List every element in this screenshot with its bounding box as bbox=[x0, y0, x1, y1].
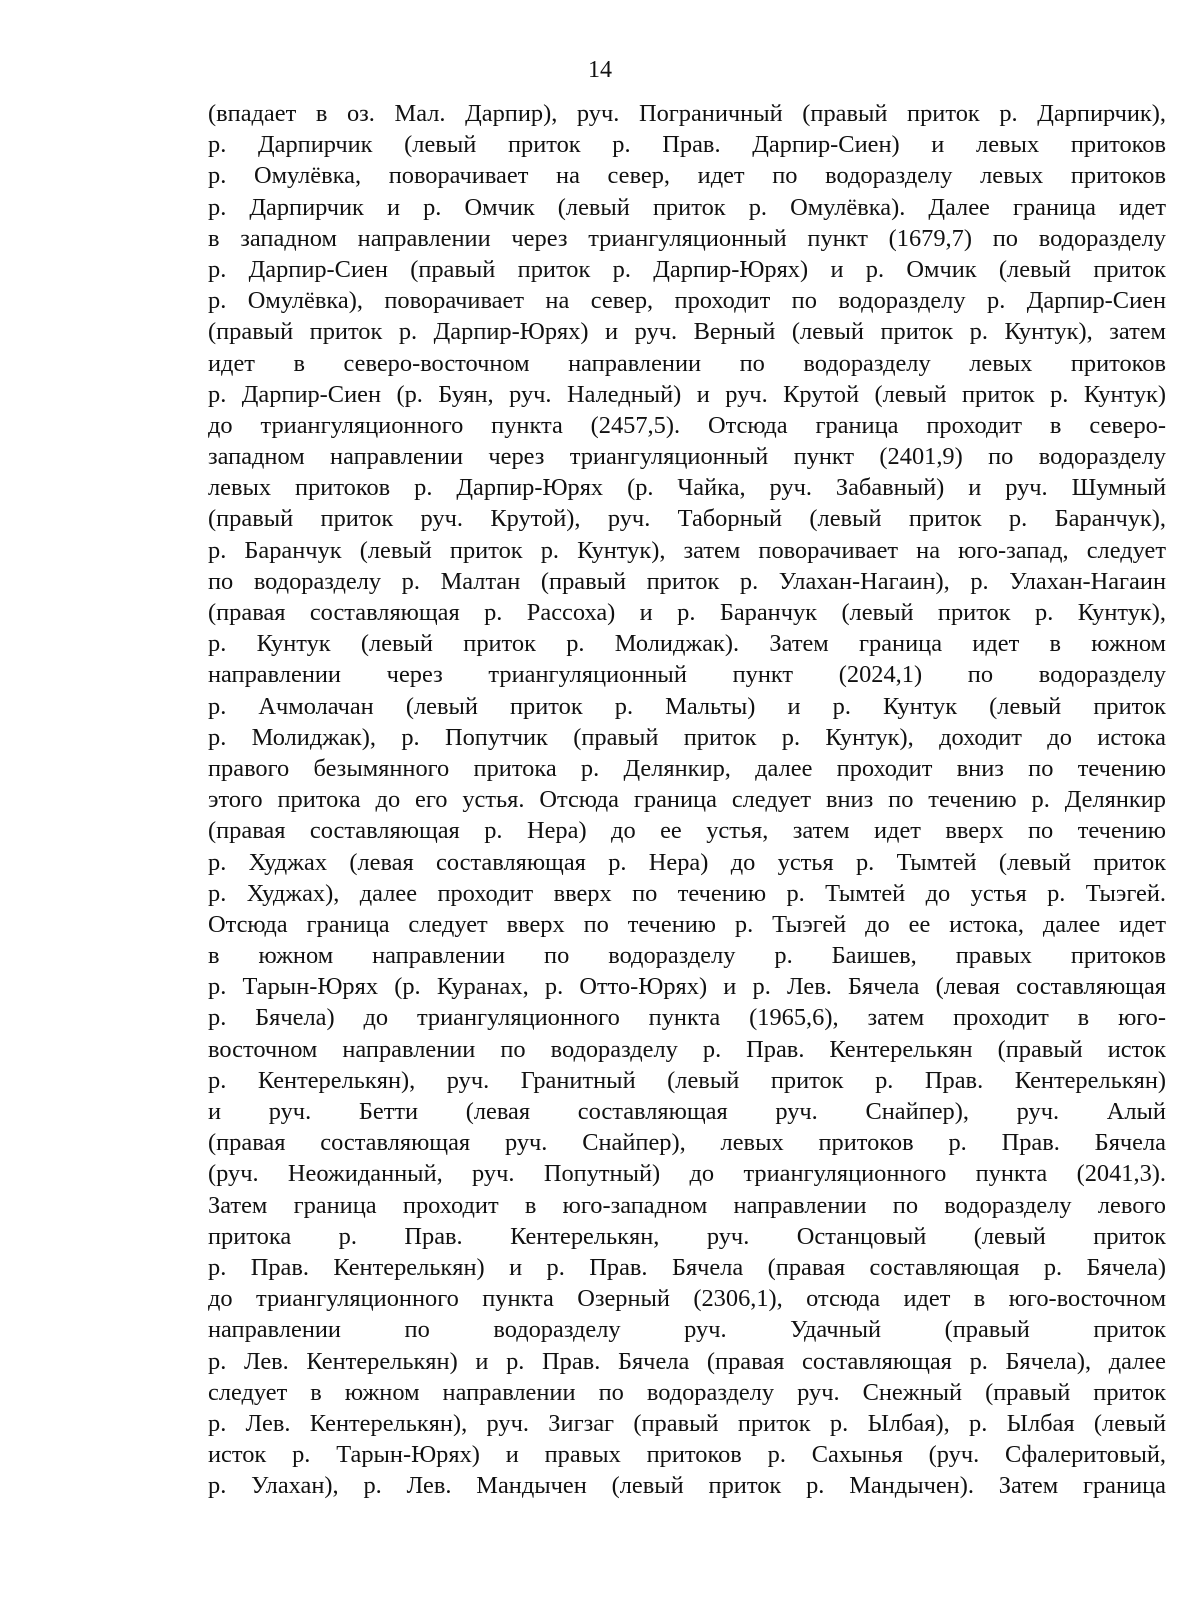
text-line: р. Дарпир-Сиен (правый приток р. Дарпир-Юрях) и р. Омчик (левый приток bbox=[208, 255, 1166, 283]
text-line: западном направлении через триангуляционный пункт (2401,9) по водоразделу bbox=[208, 443, 1166, 471]
text-line: р. Лев. Кентерелькян) и р. Прав. Бячела (правая составляющая р. Бячела), далее bbox=[208, 1347, 1166, 1375]
text-line: (правый приток р. Дарпир-Юрях) и руч. Верный (левый приток р. Кунтук), затем bbox=[208, 318, 1166, 346]
text-line: следует в южном направлении по водоразделу руч. Снежный (правый приток bbox=[208, 1378, 1166, 1406]
body-text bbox=[208, 98, 1166, 1501]
text-line: р. Дарпирчик и р. Омчик (левый приток р. Омулёвка). Далее граница идет bbox=[208, 193, 1166, 221]
text-line: до триангуляционного пункта (2457,5). Отсюда граница проходит в северо- bbox=[208, 411, 1166, 439]
text-line: и руч. Бетти (левая составляющая руч. Снайпер), руч. Алый bbox=[208, 1098, 1166, 1125]
text-line: р. Улахан), р. Лев. Мандычен (левый приток р. Мандычен). Затем граница bbox=[208, 1472, 1166, 1500]
text-line: р. Кентерелькян), руч. Гранитный (левый приток р. Прав. Кентерелькян) bbox=[208, 1066, 1166, 1094]
text-line: Затем граница проходит в юго-западном направлении по водоразделу левого bbox=[208, 1191, 1166, 1219]
text-line: направлении по водоразделу руч. Удачный (правый приток bbox=[208, 1316, 1166, 1344]
text-line: левых притоков р. Дарпир-Юрях (р. Чайка, руч. Забавный) и руч. Шумный bbox=[208, 474, 1166, 502]
text-line: р. Тарын-Юрях (р. Куранах, р. Отто-Юрях) и р. Лев. Бячела (левая составляющая bbox=[208, 973, 1166, 1001]
text-line: р. Омулёвка, поворачивает на север, идет по водоразделу левых притоков bbox=[208, 162, 1166, 190]
text-line: (правая составляющая р. Нера) до ее устья, затем идет вверх по течению bbox=[208, 817, 1166, 845]
text-line: р. Омулёвка), поворачивает на север, проходит по водоразделу р. Дарпир-Сиен bbox=[208, 287, 1166, 315]
text-line: притока р. Прав. Кентерелькян, руч. Останцовый (левый приток bbox=[208, 1222, 1166, 1250]
text-line: направлении через триангуляционный пункт (2024,1) по водоразделу bbox=[208, 661, 1166, 689]
text-line: р. Молиджак), р. Попутчик (правый приток р. Кунтук), доходит до истока bbox=[208, 723, 1166, 751]
page-number: 14 bbox=[588, 57, 612, 83]
text-line: р. Дарпирчик (левый приток р. Прав. Дарпир-Сиен) и левых притоков bbox=[208, 131, 1166, 159]
text-line: (правая составляющая р. Рассоха) и р. Баранчук (левый приток р. Кунтук), bbox=[208, 599, 1166, 626]
text-line: в западном направлении через триангуляционный пункт (1679,7) по водоразделу bbox=[208, 224, 1166, 252]
text-line: р. Худжах (левая составляющая р. Нера) до устья р. Тымтей (левый приток bbox=[208, 848, 1166, 876]
text-line: р. Баранчук (левый приток р. Кунтук), затем поворачивает на юго-запад, следует bbox=[208, 536, 1166, 564]
text-line: (правый приток руч. Крутой), руч. Таборный (левый приток р. Баранчук), bbox=[208, 505, 1166, 533]
text-line: восточном направлении по водоразделу р. Прав. Кентерелькян (правый исток bbox=[208, 1035, 1166, 1063]
text-line: (правая составляющая руч. Снайпер), левых притоков р. Прав. Бячела bbox=[208, 1129, 1166, 1157]
text-line: р. Дарпир-Сиен (р. Буян, руч. Наледный) и руч. Крутой (левый приток р. Кунтук) bbox=[208, 380, 1166, 408]
text-line: р. Лев. Кентерелькян), руч. Зигзаг (правый приток р. Ылбая), р. Ылбая (левый bbox=[208, 1409, 1166, 1437]
text-line: Отсюда граница следует вверх по течению р. Тыэгей до ее истока, далее идет bbox=[208, 910, 1166, 938]
text-line: до триангуляционного пункта Озерный (2306,1), отсюда идет в юго-восточном bbox=[208, 1285, 1166, 1313]
text-line: в южном направлении по водоразделу р. Баишев, правых притоков bbox=[208, 942, 1166, 970]
text-line: идет в северо-восточном направлении по водоразделу левых притоков bbox=[208, 349, 1166, 377]
text-line: р. Ачмолачан (левый приток р. Мальты) и р. Кунтук (левый приток bbox=[208, 692, 1166, 720]
text-line: (руч. Неожиданный, руч. Попутный) до триангуляционного пункта (2041,3). bbox=[208, 1160, 1166, 1188]
text-line: правого безымянного притока р. Делянкир, далее проходит вниз по течению bbox=[208, 754, 1166, 782]
text-line: р. Бячела) до триангуляционного пункта (1965,6), затем проходит в юго- bbox=[208, 1004, 1166, 1032]
text-line: р. Прав. Кентерелькян) и р. Прав. Бячела (правая составляющая р. Бячела) bbox=[208, 1253, 1166, 1281]
text-line: р. Кунтук (левый приток р. Молиджак). Затем граница идет в южном bbox=[208, 630, 1166, 658]
text-line: исток р. Тарын-Юрях) и правых притоков р. Сахынья (руч. Сфалеритовый, bbox=[208, 1441, 1166, 1469]
text-line: по водоразделу р. Малтан (правый приток р. Улахан-Нагаин), р. Улахан-Нагаин bbox=[208, 567, 1166, 595]
text-line: этого притока до его устья. Отсюда граница следует вниз по течению р. Делянкир bbox=[208, 786, 1166, 814]
text-line: (впадает в оз. Мал. Дарпир), руч. Пограничный (правый приток р. Дарпирчик), bbox=[208, 100, 1166, 127]
text-line: р. Худжах), далее проходит вверх по течению р. Тымтей до устья р. Тыэгей. bbox=[208, 879, 1166, 907]
